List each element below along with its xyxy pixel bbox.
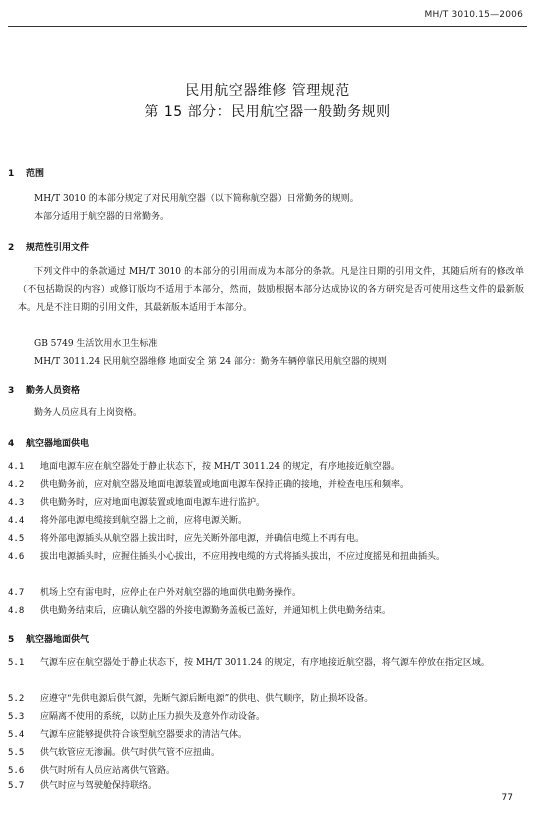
section-number: 3	[8, 386, 15, 396]
clause-5-7: 5.7 供气时应与驾驶舱保持联络。	[8, 781, 158, 791]
section-number: 4	[8, 439, 15, 449]
header-rule	[8, 26, 527, 27]
clause-5-4: 5.4 气源车应能够提供符合该型航空器要求的清洁气体。	[8, 730, 248, 740]
clause-4-1: 4.1 地面电源车应在航空器处于静止状态下，按 MH/T 3011.24 的规定，有序地接近航空器。	[8, 462, 400, 472]
section-4-heading	[8, 436, 89, 449]
clause-4-8: 4.8 供电勤务结束后，应确认航空器的外接电源勤务盖板已盖好，并通知机上供电勤务结束。	[8, 606, 392, 616]
section-number: 1	[8, 169, 15, 179]
clause-5-2: 5.2 应遵守“先供电源后供气源，先断气源后断电源”的供电、供气顺序，防止损坏设备。	[8, 694, 374, 704]
section-5-heading	[8, 632, 89, 645]
section-3-heading	[8, 383, 80, 396]
clause-4-5: 4.5 将外部电源插头从航空器上拔出时，应先关断外部电源，并确信电缆上不再有电。	[8, 534, 365, 544]
clause-5-5: 5.5 供气软管应无渗漏。供气时供气管不应扭曲。	[8, 748, 221, 758]
document-title-line2: 第 15 部分：民用航空器一般勤务规则	[144, 104, 391, 120]
clause-4-2: 4.2 供电勤务前，应对航空器及地面电源装置或地面电源车保持正确的接地，并检查电压和频率。	[8, 480, 410, 490]
section-title: 范围	[26, 169, 45, 179]
clause-5-6: 5.6 供气时所有人员应站离供气管路。	[8, 766, 176, 776]
section-title: 航空器地面供电	[26, 439, 90, 449]
section-title: 规范性引用文件	[26, 243, 90, 253]
section-1-heading	[8, 166, 44, 179]
standard-code: MH/T 3010.15—2006	[424, 10, 523, 20]
page-number: 77	[501, 793, 513, 803]
section-number: 2	[8, 243, 15, 253]
clause-5-1: 5.1 气源车应在航空器处于静止状态下，按 MH/T 3011.24 的规定，有序地接近航空器，将气源车停放在指定区域。	[8, 658, 490, 668]
normative-reference-2: MH/T 3011.24 民用航空器维修 地面安全 第 24 部分：勤务车辆停靠民用航空器的规则	[34, 357, 387, 367]
clause-4-4: 4.4 将外部电源电缆接到航空器上之前，应将电源关断。	[8, 516, 248, 526]
section-2-heading	[8, 240, 89, 253]
section-number: 5	[8, 635, 15, 645]
clause-4-6: 4.6 拔出电源插头时，应握住插头小心拔出，不应用拽电缆的方式将插头拔出，不应过度摇晃和扭曲插头。	[8, 552, 446, 562]
clause-4-7: 4.7 机场上空有雷电时，应停止在户外对航空器的地面供电勤务操作。	[8, 588, 302, 598]
normative-reference-1: GB 5749 生活饮用水卫生标准	[34, 339, 158, 349]
section-1-para-1: MH/T 3010 的本部分规定了对民用航空器（以下简称航空器）日常勤务的规则。	[34, 194, 359, 204]
section-title: 航空器地面供气	[26, 635, 90, 645]
clause-4-3: 4.3 供电勤务时，应对地面电源装置或地面电源车进行监护。	[8, 498, 266, 508]
section-3-para-1: 勤务人员应具有上岗资格。	[34, 408, 143, 418]
section-2-para-1: 下列文件中的条款通过 MH/T 3010 的本部分的引用而成为本部分的条款。凡是注日期的引用文件，其随后所有的修改单（不包括勘误的内容）或修订版均不适用于本部分，然而，鼓励根据本部分达成协议的各方研究是否可使用这些文件的最新版本。凡是不注日期的引用文件，其最新版本适用于本部分。	[18, 267, 524, 313]
document-title-line1: 民用航空器维修 管理规范	[185, 83, 350, 99]
section-title: 勤务人员资格	[26, 386, 81, 396]
clause-5-3: 5.3 应隔离不使用的系统，以防止压力损失及意外作动设备。	[8, 712, 266, 722]
section-1-para-2: 本部分适用于航空器的日常勤务。	[34, 212, 170, 222]
